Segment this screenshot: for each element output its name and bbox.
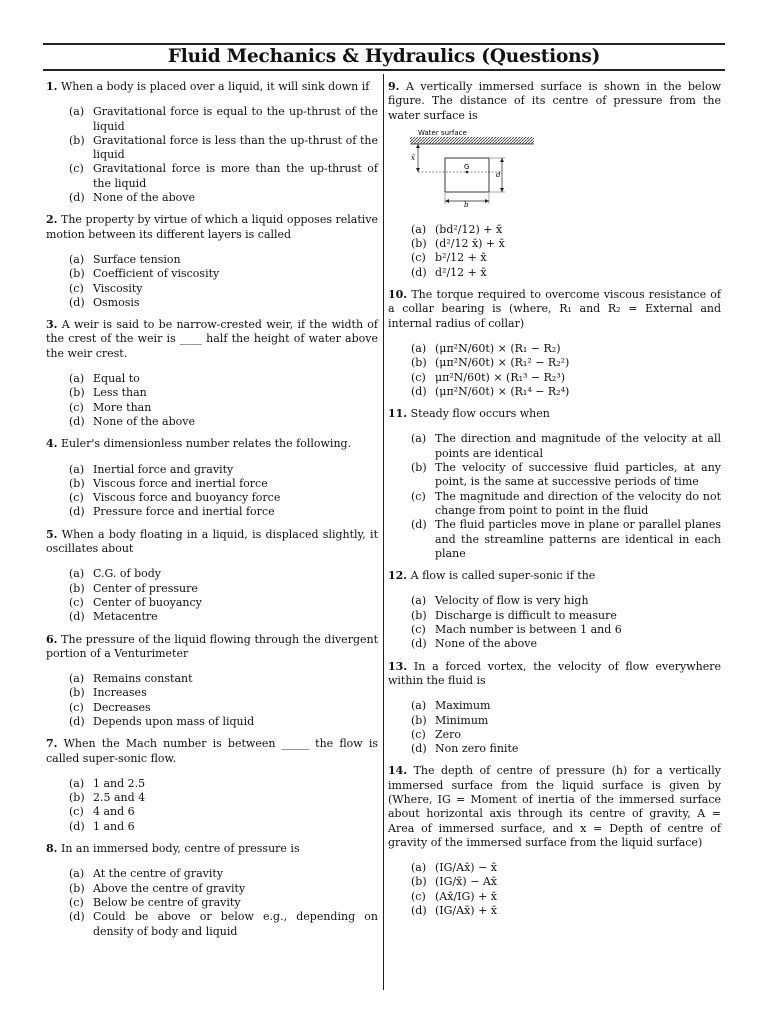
question-block [46, 842, 378, 939]
question-body: The pressure of the liquid flowing through the divergent portion of a Venturimeter [46, 632, 379, 660]
water-surface-hatch [410, 137, 534, 144]
b-label: b [464, 200, 469, 209]
option-c [46, 162, 378, 191]
question-text [46, 842, 378, 856]
option-letter: (b) [69, 267, 85, 281]
option-letter: (d) [69, 505, 85, 519]
option-b [46, 386, 378, 400]
option-text: C.G. of body [93, 567, 162, 581]
question-block [46, 318, 378, 429]
option-letter: (d) [411, 384, 427, 398]
question-text [388, 569, 721, 583]
question-body: When a body is placed over a liquid, it will sink down if [60, 80, 370, 93]
question-text [46, 737, 378, 766]
option-d [46, 820, 378, 834]
question-body: Euler's dimensionless number relates the following. [60, 437, 352, 451]
question-block [46, 213, 378, 310]
option-letter: (a) [411, 861, 427, 875]
question-body: In an immersed body, centre of pressure is [60, 842, 300, 856]
question-body: The torque required to overcome viscous resistance of a collar bearing is (where, R₁ and R₂ = External and internal radius of collar) [388, 288, 721, 330]
question-number: 9. [388, 80, 400, 93]
option-a [388, 342, 721, 356]
option-letter: (a) [69, 776, 85, 790]
option-letter: (c) [69, 491, 84, 505]
question-body: When the Mach number is between _____ the flow is called super-sonic flow. [46, 737, 378, 765]
water-surface-label: Water surface [418, 128, 467, 137]
option-letter: (a) [69, 372, 85, 386]
option-list [388, 342, 721, 399]
option-list [46, 463, 378, 520]
option-letter: (a) [411, 699, 427, 713]
question-block [388, 764, 721, 918]
option-a [388, 861, 721, 875]
d-label: d [496, 170, 501, 179]
option-text: μπ²N/60t) × (R₁³ − R₂³) [435, 370, 566, 384]
question-body: The property by virtue of which a liquid opposes relative motion between its different layers is called [46, 213, 378, 241]
option-text: Gravitational force is more than the up-thrust of the liquid [93, 162, 378, 190]
option-a [46, 372, 378, 386]
option-b [388, 356, 721, 370]
option-d [46, 505, 378, 519]
option-c [46, 896, 378, 910]
option-letter: (b) [411, 356, 427, 370]
question-text [46, 633, 378, 662]
option-letter: (c) [69, 805, 84, 819]
question-number: 10. [388, 288, 408, 302]
option-text: The magnitude and direction of the velocity do not change from point to point in the fluid [435, 489, 721, 517]
question-text [388, 80, 721, 123]
option-list [46, 567, 378, 624]
option-text: The direction and magnitude of the velocity at all points are identical [435, 432, 721, 460]
option-text: 4 and 6 [93, 805, 135, 819]
option-letter: (d) [69, 819, 85, 833]
option-text: More than [93, 400, 152, 414]
option-text: (μπ²N/60t) × (R₁² − R₂²) [435, 356, 570, 370]
option-text: None of the above [93, 191, 195, 205]
option-list [46, 253, 378, 310]
option-a [46, 672, 378, 686]
option-letter: (c) [69, 400, 84, 414]
option-b [388, 237, 721, 251]
immersed-surface-figure [398, 127, 538, 209]
option-text: Velocity of flow is very high [435, 594, 589, 608]
option-d [46, 296, 378, 310]
column-divider [383, 74, 384, 990]
question-block [388, 569, 721, 651]
g-label: G [464, 162, 470, 171]
question-number: 6. [46, 632, 58, 646]
option-text: Osmosis [93, 295, 140, 309]
option-text: Less than [93, 386, 147, 400]
option-a [46, 463, 378, 477]
option-text: (d²/12 x̄) + x̄ [435, 237, 505, 251]
left-column [46, 80, 378, 947]
option-d [388, 266, 721, 280]
option-letter: (a) [411, 432, 427, 446]
question-body: A flow is called super-sonic if the [410, 569, 596, 583]
question-body: In a forced vortex, the velocity of flow everywhere within the fluid is [388, 659, 721, 687]
option-b [388, 609, 721, 623]
option-list [46, 867, 378, 938]
option-letter: (b) [69, 386, 85, 400]
option-letter: (a) [69, 252, 85, 266]
option-letter: (b) [411, 237, 427, 251]
option-a [388, 432, 721, 461]
question-number: 3. [46, 318, 58, 332]
option-text: None of the above [93, 414, 195, 428]
option-text: (IG/Ax̄) + x̄ [435, 904, 497, 918]
option-text: Zero [435, 727, 462, 741]
option-letter: (b) [411, 608, 427, 622]
option-c [46, 701, 378, 715]
option-text: Maximum [435, 699, 491, 713]
option-letter: (b) [69, 881, 85, 895]
option-b [46, 791, 378, 805]
question-number: 8. [46, 842, 58, 856]
option-text: The fluid particles move in plane or parallel planes and the streamline patterns are identical in each plane [435, 518, 721, 560]
option-c [46, 401, 378, 415]
option-list [388, 861, 721, 918]
right-column [388, 80, 721, 926]
option-list [46, 372, 378, 429]
option-letter: (d) [69, 714, 85, 728]
option-letter: (c) [411, 489, 426, 503]
option-letter: (b) [411, 461, 427, 475]
option-letter: (b) [69, 476, 85, 490]
option-text: (Ax̄/IG) + x̄ [435, 889, 497, 903]
option-d [46, 415, 378, 429]
option-text: Remains constant [93, 672, 193, 686]
option-c [46, 282, 378, 296]
option-b [388, 875, 721, 889]
option-text: Surface tension [93, 252, 181, 266]
option-letter: (c) [69, 595, 84, 609]
option-letter: (a) [69, 462, 85, 476]
option-letter: (c) [411, 370, 426, 384]
option-d [388, 518, 721, 561]
option-letter: (b) [69, 791, 85, 805]
option-d [46, 910, 378, 939]
option-letter: (a) [69, 867, 85, 881]
option-text: The velocity of successive fluid particles, at any point, is the same at successive periods of time [435, 461, 721, 489]
option-text: Depends upon mass of liquid [93, 714, 255, 728]
option-b [388, 714, 721, 728]
option-list [46, 777, 378, 834]
page-title: Fluid Mechanics & Hydraulics (Questions) [167, 46, 601, 67]
option-letter: (d) [69, 414, 85, 428]
option-c [388, 728, 721, 742]
option-letter: (c) [69, 700, 84, 714]
option-text: 1 and 2.5 [93, 776, 146, 790]
option-text: 1 and 6 [93, 819, 135, 833]
option-text: b²/12 + x̄ [435, 251, 487, 265]
option-c [388, 890, 721, 904]
option-b [46, 134, 378, 163]
option-d [46, 715, 378, 729]
question-text [388, 407, 721, 421]
question-block [388, 407, 721, 561]
question-body: A vertically immersed surface is shown in the below figure. The distance of its centre of pressure from the water surface is [388, 80, 721, 122]
option-text: (μπ²N/60t) × (R₁ − R₂) [435, 341, 561, 355]
question-body: A weir is said to be narrow-crested weir, if the width of the crest of the weir is ____ half the height of water above the weir crest. [46, 318, 378, 360]
option-list [388, 223, 721, 280]
question-block [46, 528, 378, 625]
option-text: Increases [93, 686, 147, 700]
question-text [388, 764, 721, 850]
option-d [46, 191, 378, 205]
option-letter: (c) [411, 623, 426, 637]
option-text: At the centre of gravity [93, 867, 224, 881]
figure-svg [398, 127, 538, 209]
question-block [46, 737, 378, 834]
option-text: Above the centre of gravity [93, 881, 246, 895]
option-letter: (c) [411, 251, 426, 265]
option-letter: (d) [411, 637, 427, 651]
option-text: Non zero finite [435, 742, 519, 756]
option-d [388, 637, 721, 651]
option-text: Minimum [435, 713, 489, 727]
xbar-label: x̄ [411, 153, 415, 162]
question-number: 14. [388, 764, 408, 778]
option-letter: (a) [69, 672, 85, 686]
option-letter: (c) [411, 889, 426, 903]
option-a [46, 253, 378, 267]
option-d [46, 610, 378, 624]
option-text: (bd²/12) + x̄ [435, 222, 503, 236]
option-letter: (d) [69, 610, 85, 624]
option-text: (μπ²N/60t) × (R₁⁴ − R₂⁴) [435, 384, 570, 398]
question-body: When a body floating in a liquid, is displaced slightly, it oscillates about [46, 527, 378, 556]
option-a [46, 567, 378, 581]
option-letter: (a) [411, 594, 427, 608]
option-text: Metacentre [93, 610, 158, 624]
question-number: 5. [46, 527, 58, 541]
option-c [388, 623, 721, 637]
right-column-rest [388, 407, 721, 918]
title-bar [43, 43, 725, 71]
option-text: Gravitational force is less than the up-thrust of the liquid [93, 133, 378, 162]
option-text: d²/12 + x̄ [435, 265, 487, 279]
question-number: 4. [46, 437, 58, 451]
option-list [46, 105, 378, 205]
option-text: Pressure force and inertial force [93, 505, 275, 519]
option-letter: (b) [69, 133, 85, 147]
option-letter: (c) [411, 727, 426, 741]
question-block [388, 660, 721, 757]
option-letter: (c) [69, 281, 84, 295]
option-a [388, 594, 721, 608]
option-letter: (c) [69, 895, 84, 909]
question-body: Steady flow occurs when [410, 407, 550, 421]
option-letter: (d) [411, 742, 427, 756]
option-letter: (a) [411, 222, 427, 236]
option-b [46, 267, 378, 281]
option-text: Mach number is between 1 and 6 [435, 623, 622, 637]
option-letter: (b) [69, 581, 85, 595]
option-letter: (a) [411, 341, 427, 355]
option-text: Center of buoyancy [93, 595, 202, 609]
option-letter: (d) [69, 191, 85, 205]
option-c [388, 490, 721, 519]
option-text: Inertial force and gravity [93, 462, 234, 476]
option-text: Discharge is difficult to measure [435, 608, 617, 622]
question-number: 7. [46, 737, 58, 751]
option-d [388, 385, 721, 399]
option-letter: (d) [69, 295, 85, 309]
option-b [46, 477, 378, 491]
option-list [388, 699, 721, 756]
option-text: Viscous force and inertial force [93, 476, 268, 490]
question-number: 1. [46, 80, 58, 93]
option-text: 2.5 and 4 [93, 791, 146, 805]
option-letter: (b) [411, 713, 427, 727]
option-letter: (b) [411, 875, 427, 889]
option-letter: (d) [411, 518, 427, 532]
question-text [388, 288, 721, 331]
question-number: 13. [388, 659, 408, 673]
centroid-point [466, 171, 469, 174]
option-a [46, 105, 378, 134]
option-b [46, 686, 378, 700]
question-block [46, 633, 378, 730]
option-text: Viscosity [93, 281, 143, 295]
question-text [46, 528, 378, 557]
question-block [46, 437, 378, 519]
option-c [388, 371, 721, 385]
option-letter: (b) [69, 686, 85, 700]
option-text: (IG/x̄) − Ax̄ [435, 875, 497, 889]
option-text: Equal to [93, 372, 140, 386]
option-text: Gravitational force is equal to the up-thrust of the liquid [93, 105, 378, 133]
question-text [46, 437, 378, 451]
option-b [388, 461, 721, 490]
option-c [46, 491, 378, 505]
option-list [388, 432, 721, 561]
option-letter: (a) [69, 105, 85, 119]
option-a [388, 223, 721, 237]
option-d [388, 904, 721, 918]
question-body: The depth of centre of pressure (h) for a vertically immersed surface from the liquid surface is given by (Where, IG = Moment of inertia of the immersed surface about horizontal axis through its centre of gravity, A = Area of immersed surface, and x = Depth of centre of gravity of the immersed surface from the liquid surface) [388, 764, 721, 849]
option-a [388, 699, 721, 713]
option-c [388, 251, 721, 265]
option-text: Decreases [93, 700, 151, 714]
option-text: (IG/Ax̄) − x̄ [435, 861, 497, 875]
question-text [46, 318, 378, 361]
option-letter: (d) [69, 910, 85, 924]
question-number: 2. [46, 213, 58, 227]
option-letter: (d) [411, 904, 427, 918]
option-d [388, 742, 721, 756]
option-text: Below be centre of gravity [93, 895, 241, 909]
option-text: None of the above [435, 637, 537, 651]
question-text [388, 660, 721, 689]
option-b [46, 582, 378, 596]
option-letter: (d) [411, 265, 427, 279]
option-text: Could be above or below e.g., depending on density of body and liquid [93, 910, 378, 938]
question-text [46, 80, 378, 94]
question-number: 12. [388, 569, 408, 583]
option-text: Viscous force and buoyancy force [93, 491, 281, 505]
option-c [46, 596, 378, 610]
option-b [46, 882, 378, 896]
option-text: Coefficient of viscosity [93, 267, 220, 281]
option-list [46, 672, 378, 729]
option-a [46, 867, 378, 881]
option-letter: (c) [69, 162, 84, 176]
question-text [46, 213, 378, 242]
option-a [46, 777, 378, 791]
option-text: Center of pressure [93, 581, 198, 595]
question-10 [388, 288, 721, 399]
question-9 [388, 80, 721, 280]
question-number: 11. [388, 407, 408, 421]
option-letter: (a) [69, 567, 85, 581]
option-list [388, 594, 721, 651]
option-c [46, 805, 378, 819]
question-block [46, 80, 378, 205]
